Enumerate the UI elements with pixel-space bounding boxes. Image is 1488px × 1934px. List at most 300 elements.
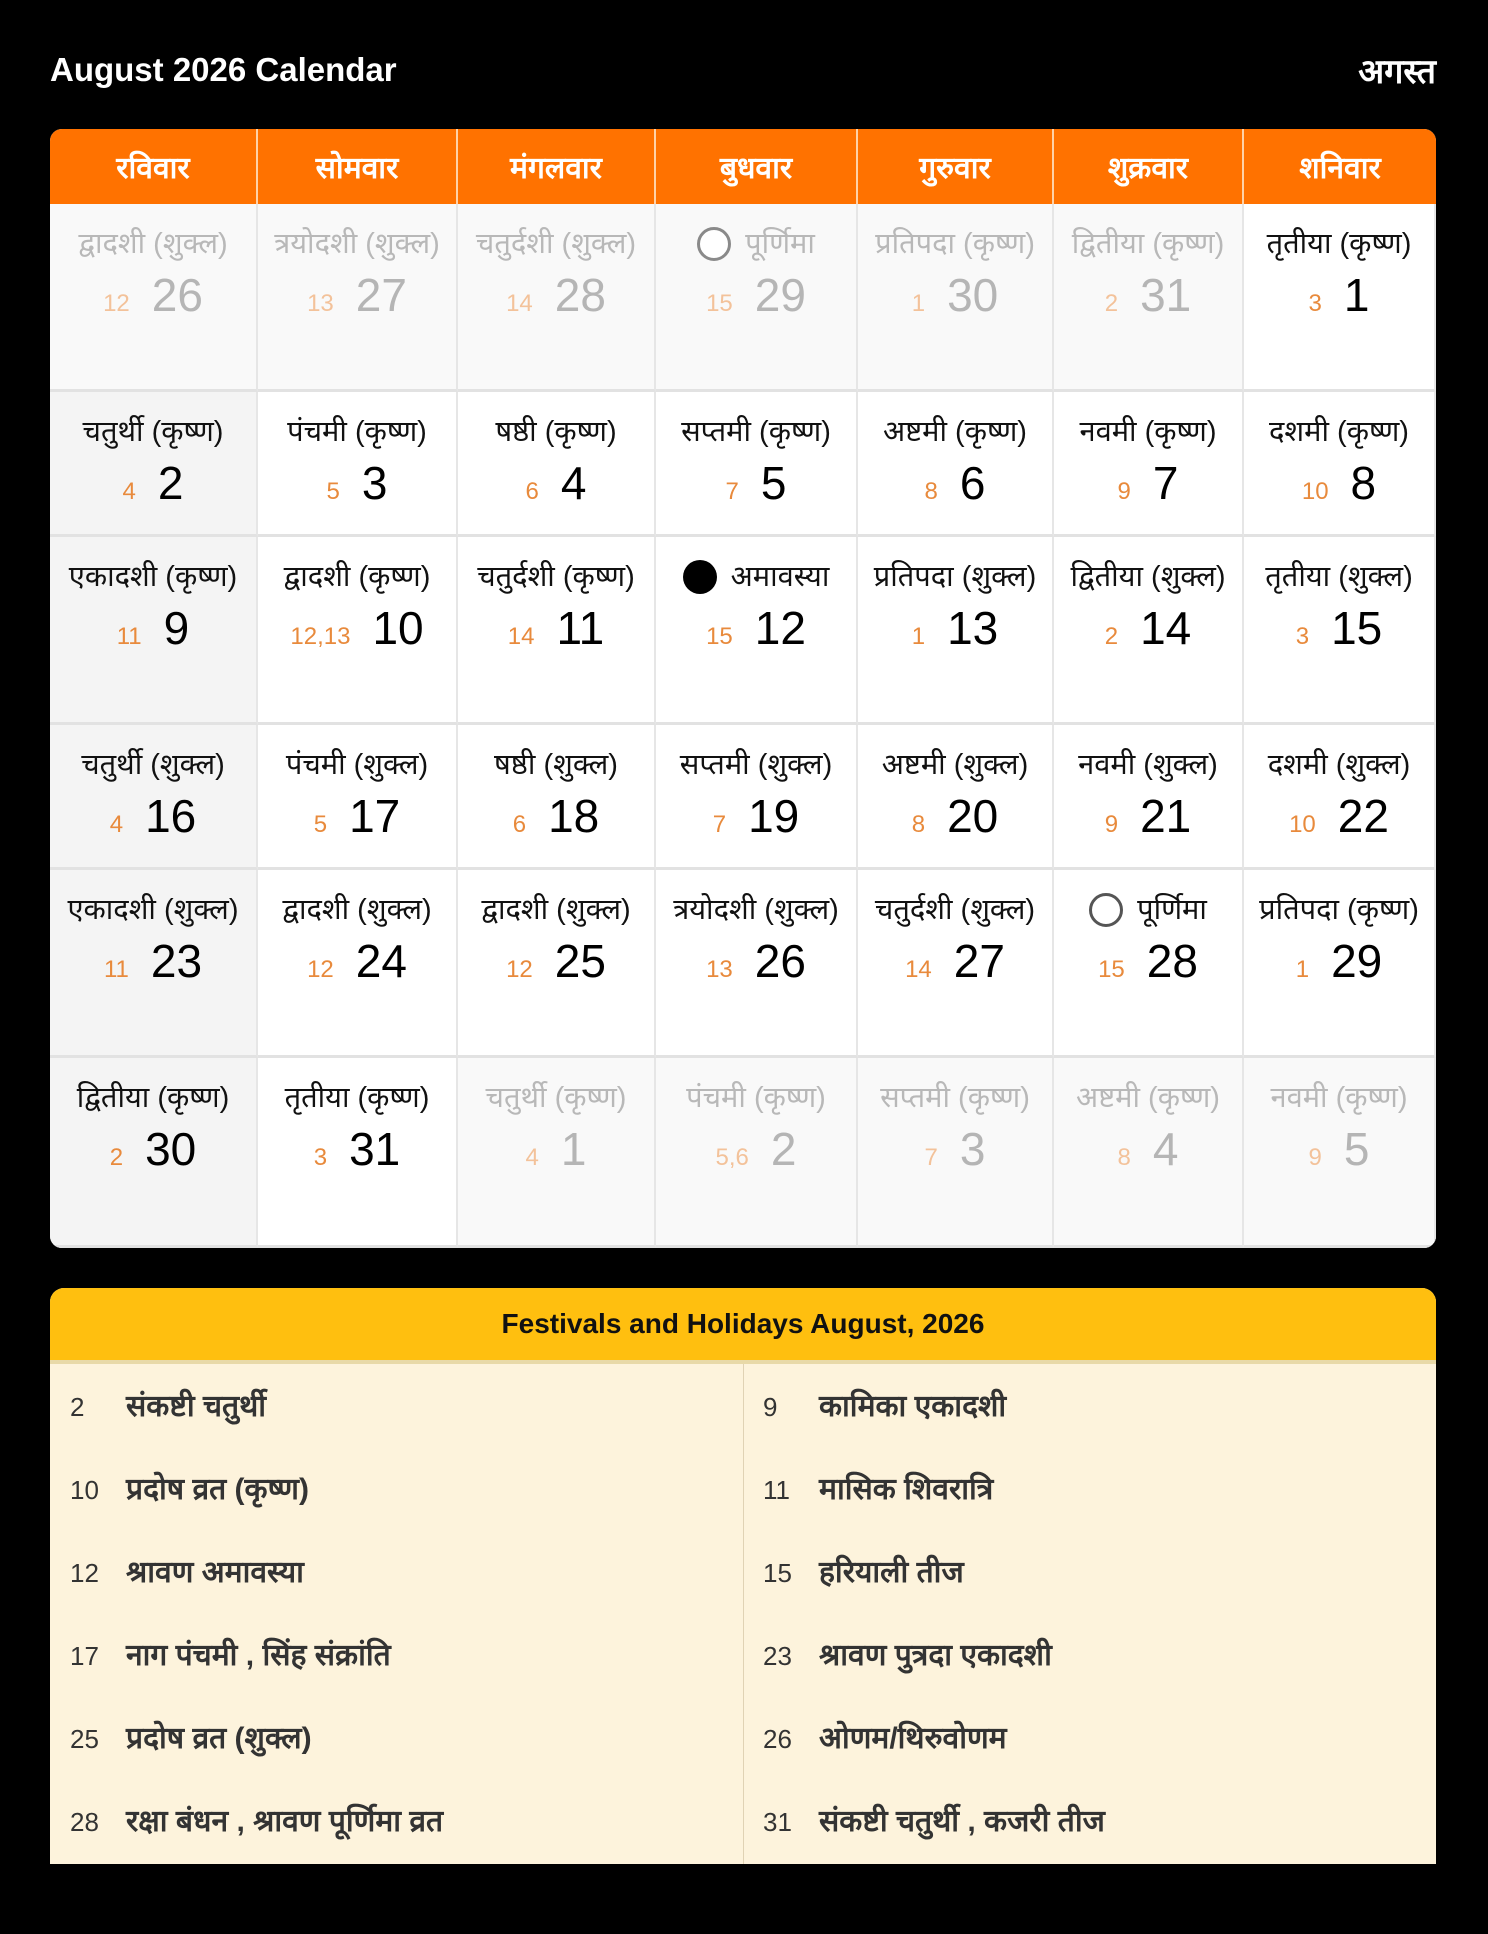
calendar-day-cell[interactable] <box>50 725 258 870</box>
tithi-text: एकादशी (शुक्ल) <box>67 894 239 926</box>
date-number: 14 <box>1140 602 1192 654</box>
tithi-label <box>50 410 256 454</box>
tithi-text: द्वितीया (कृष्ण) <box>76 1082 230 1114</box>
calendar-day-cell[interactable] <box>1244 537 1436 725</box>
festival-name: संकष्टी चतुर्थी <box>126 1390 267 1423</box>
tithi-number: 14 <box>905 956 932 983</box>
date-row <box>1244 268 1434 322</box>
tithi-number: 3 <box>313 1144 328 1171</box>
tithi-label <box>458 410 654 454</box>
tithi-number: 10 <box>1301 478 1329 505</box>
tithi-text: पूर्णिमा <box>745 228 815 260</box>
calendar-day-cell[interactable] <box>1054 725 1244 870</box>
calendar-day-cell[interactable] <box>258 537 458 725</box>
tithi-label <box>50 1076 256 1120</box>
festival-day: 11 <box>763 1475 790 1505</box>
date-number: 22 <box>1337 790 1389 842</box>
tithi-text: दशमी (कृष्ण) <box>1269 416 1409 448</box>
festival-name: रक्षा बंधन , श्रावण पूर्णिमा व्रत <box>126 1805 444 1838</box>
festival-item[interactable] <box>50 1633 743 1716</box>
weekday-header: सोमवार <box>258 129 458 204</box>
calendar-day-cell[interactable] <box>258 1058 458 1248</box>
date-row <box>858 456 1052 510</box>
date-row <box>1054 268 1242 322</box>
festival-item[interactable] <box>50 1467 743 1550</box>
weekday-header: शुक्रवार <box>1054 129 1244 204</box>
date-row <box>50 601 256 655</box>
calendar-day-cell[interactable] <box>656 537 858 725</box>
tithi-number: 3 <box>1295 623 1310 650</box>
weekday-header: शनिवार <box>1299 152 1381 185</box>
tithi-label <box>258 222 456 266</box>
tithi-label <box>858 410 1052 454</box>
date-number: 8 <box>1350 457 1377 509</box>
tithi-text: चतुर्दशी (शुक्ल) <box>874 894 1036 926</box>
calendar-day-cell[interactable] <box>458 392 656 537</box>
date-number: 31 <box>349 1123 401 1175</box>
date-row <box>858 268 1052 322</box>
tithi-label <box>656 1076 856 1120</box>
festival-day: 9 <box>763 1392 778 1422</box>
tithi-text: चतुर्दशी (कृष्ण) <box>477 561 635 593</box>
date-number: 9 <box>163 602 190 654</box>
tithi-number: 13 <box>307 290 334 317</box>
date-row <box>258 456 456 510</box>
date-row <box>858 1122 1052 1176</box>
tithi-number: 7 <box>725 478 739 505</box>
festival-day: 28 <box>70 1807 99 1837</box>
date-row <box>1054 456 1242 510</box>
tithi-number: 7 <box>924 1144 938 1171</box>
tithi-number: 6 <box>512 811 527 838</box>
calendar-day-cell[interactable] <box>858 1058 1054 1248</box>
calendar-day-cell[interactable] <box>1054 870 1244 1058</box>
tithi-label <box>258 888 456 932</box>
tithi-text: द्वादशी (शुक्ल) <box>78 228 228 260</box>
date-number: 28 <box>1146 935 1198 987</box>
tithi-text: अष्टमी (शुक्ल) <box>881 749 1029 781</box>
tithi-text: तृतीया (शुक्ल) <box>1265 561 1413 593</box>
festival-day: 31 <box>763 1807 792 1837</box>
tithi-label <box>1244 555 1434 599</box>
date-number: 21 <box>1140 790 1192 842</box>
calendar-day-cell[interactable] <box>458 537 656 725</box>
tithi-number: 10 <box>1289 811 1316 838</box>
date-row <box>458 456 654 510</box>
date-row <box>50 456 256 510</box>
festival-day: 12 <box>70 1558 99 1588</box>
festivals-column-right <box>743 1364 1436 1864</box>
calendar-day-cell[interactable] <box>656 870 858 1058</box>
date-number: 12 <box>754 602 806 654</box>
tithi-label <box>258 1076 456 1120</box>
festival-name: हरियाली तीज <box>819 1556 964 1589</box>
date-number: 24 <box>355 935 407 987</box>
tithi-number: 9 <box>1104 811 1119 838</box>
festival-name: प्रदोष व्रत (शुक्ल) <box>126 1722 312 1755</box>
date-row <box>1244 456 1434 510</box>
date-row <box>258 268 456 322</box>
festival-item[interactable] <box>50 1799 743 1864</box>
tithi-text: चतुर्थी (कृष्ण) <box>485 1082 627 1114</box>
tithi-text: त्रयोदशी (शुक्ल) <box>673 894 839 926</box>
tithi-text: षष्ठी (शुक्ल) <box>494 749 618 781</box>
calendar-day-cell[interactable] <box>258 725 458 870</box>
weekday-header-row <box>50 129 1436 204</box>
calendar-day-cell[interactable] <box>656 392 858 537</box>
tithi-label <box>1054 222 1242 266</box>
month-name-hindi: अगस्त <box>1358 53 1436 91</box>
date-number: 6 <box>959 457 986 509</box>
tithi-text: द्वितीया (शुक्ल) <box>1070 561 1226 593</box>
tithi-text: पंचमी (शुक्ल) <box>285 749 429 781</box>
festival-name: मासिक शिवरात्रि <box>819 1473 994 1506</box>
tithi-text: प्रतिपदा (शुक्ल) <box>873 561 1037 593</box>
date-number: 5 <box>760 457 787 509</box>
date-number: 26 <box>151 269 203 321</box>
festival-day: 23 <box>763 1641 792 1671</box>
tithi-label <box>1054 743 1242 787</box>
date-number: 29 <box>1331 935 1383 987</box>
date-row <box>656 1122 856 1176</box>
tithi-text: चतुर्थी (शुक्ल) <box>81 749 225 781</box>
date-row <box>458 789 654 843</box>
tithi-number: 12 <box>103 290 130 317</box>
calendar-day-cell[interactable] <box>1054 392 1244 537</box>
date-row <box>1244 1122 1434 1176</box>
tithi-number: 11 <box>103 956 129 983</box>
date-row <box>258 789 456 843</box>
festival-item[interactable] <box>743 1550 1436 1633</box>
festival-item[interactable] <box>743 1633 1436 1716</box>
tithi-number: 7 <box>712 811 727 838</box>
tithi-text: द्वादशी (कृष्ण) <box>283 561 431 593</box>
date-number: 16 <box>145 790 197 842</box>
tithi-text: त्रयोदशी (शुक्ल) <box>274 228 440 260</box>
tithi-label <box>458 222 654 266</box>
date-number: 5 <box>1343 1123 1370 1175</box>
date-number: 17 <box>349 790 401 842</box>
date-number: 26 <box>754 935 806 987</box>
date-number: 31 <box>1140 269 1192 321</box>
calendar-day-cell[interactable] <box>50 870 258 1058</box>
calendar-day-cell[interactable] <box>458 204 656 392</box>
tithi-text: सप्तमी (कृष्ण) <box>681 416 831 448</box>
weekday-header: गुरुवार <box>858 129 1054 204</box>
date-number: 28 <box>554 269 606 321</box>
date-row <box>258 1122 456 1176</box>
festival-name: प्रदोष व्रत (कृष्ण) <box>126 1473 309 1506</box>
calendar-day-cell[interactable] <box>258 392 458 537</box>
festival-item[interactable] <box>50 1716 743 1799</box>
festival-name: ओणम/थिरुवोणम <box>819 1722 1007 1755</box>
calendar-day-cell[interactable] <box>1244 725 1436 870</box>
tithi-label <box>1244 410 1434 454</box>
tithi-label <box>458 743 654 787</box>
festival-day: 2 <box>70 1392 85 1422</box>
tithi-label <box>656 888 856 932</box>
tithi-text: अष्टमी (कृष्ण) <box>883 416 1027 448</box>
festival-day: 15 <box>763 1558 792 1588</box>
festival-day: 25 <box>70 1724 99 1754</box>
festival-item[interactable] <box>743 1716 1436 1799</box>
tithi-label <box>656 410 856 454</box>
tithi-text: अष्टमी (कृष्ण) <box>1076 1082 1220 1114</box>
tithi-text: चतुर्दशी (शुक्ल) <box>475 228 637 260</box>
calendar-day-cell[interactable] <box>1244 870 1436 1058</box>
date-row <box>50 789 256 843</box>
tithi-label <box>458 888 654 932</box>
tithi-label <box>1244 743 1434 787</box>
calendar-day-cell[interactable] <box>656 1058 858 1248</box>
tithi-number: 12,13 <box>290 623 351 650</box>
date-number: 7 <box>1152 457 1179 509</box>
festival-name: संकष्टी चतुर्थी , कजरी तीज <box>819 1805 1105 1838</box>
festivals-panel <box>50 1288 1436 1864</box>
date-row <box>458 934 654 988</box>
date-number: 4 <box>1152 1123 1179 1175</box>
tithi-number: 9 <box>1117 478 1131 505</box>
tithi-number: 15 <box>706 290 733 317</box>
date-number: 1 <box>560 1123 587 1175</box>
tithi-number: 14 <box>506 290 533 317</box>
tithi-label <box>1054 1076 1242 1120</box>
tithi-text: पंचमी (कृष्ण) <box>287 416 427 448</box>
calendar-day-cell[interactable] <box>858 204 1054 392</box>
tithi-number: 1 <box>911 290 926 317</box>
date-number: 2 <box>770 1123 797 1175</box>
calendar-day-cell[interactable] <box>858 870 1054 1058</box>
tithi-number: 4 <box>122 478 136 505</box>
tithi-label <box>50 888 256 932</box>
tithi-text: षष्ठी (कृष्ण) <box>495 416 617 448</box>
tithi-label <box>1054 410 1242 454</box>
date-row <box>458 268 654 322</box>
calendar-day-cell[interactable] <box>258 204 458 392</box>
date-row <box>858 601 1052 655</box>
tithi-label <box>858 743 1052 787</box>
weekday-header: रविवार <box>50 129 258 204</box>
tithi-text: द्वादशी (शुक्ल) <box>481 894 631 926</box>
date-row <box>656 934 856 988</box>
tithi-label <box>656 555 856 599</box>
date-number: 19 <box>748 790 800 842</box>
tithi-label <box>858 222 1052 266</box>
date-row <box>1054 789 1242 843</box>
date-row <box>1244 601 1434 655</box>
date-row <box>50 1122 256 1176</box>
calendar-day-cell[interactable] <box>458 725 656 870</box>
date-number: 27 <box>355 269 407 321</box>
tithi-number: 11 <box>116 623 142 650</box>
tithi-label <box>656 222 856 266</box>
date-row <box>258 934 456 988</box>
tithi-text: नवमी (कृष्ण) <box>1079 416 1217 448</box>
tithi-label <box>50 222 256 266</box>
date-number: 4 <box>560 457 587 509</box>
festival-name: कामिका एकादशी <box>819 1390 1007 1423</box>
date-number: 15 <box>1331 602 1383 654</box>
calendar-day-cell[interactable] <box>656 204 858 392</box>
date-number: 30 <box>947 269 999 321</box>
date-row <box>656 268 856 322</box>
tithi-text: नवमी (कृष्ण) <box>1270 1082 1408 1114</box>
festival-day: 26 <box>763 1724 792 1754</box>
tithi-label <box>1244 222 1434 266</box>
festivals-column-left <box>50 1364 743 1864</box>
tithi-number: 9 <box>1308 1144 1322 1171</box>
date-row <box>50 934 256 988</box>
tithi-number: 2 <box>109 1144 124 1171</box>
date-number: 23 <box>150 935 203 987</box>
tithi-label <box>258 410 456 454</box>
tithi-label <box>458 555 654 599</box>
tithi-text: प्रतिपदा (कृष्ण) <box>875 228 1035 260</box>
date-row <box>858 934 1052 988</box>
tithi-number: 3 <box>1308 290 1322 317</box>
date-row <box>458 601 654 655</box>
date-row <box>1054 601 1242 655</box>
tithi-number: 4 <box>525 1144 539 1171</box>
date-number: 30 <box>145 1123 197 1175</box>
date-number: 11 <box>556 602 605 654</box>
page-title: August 2026 Calendar <box>50 51 397 88</box>
tithi-label <box>258 743 456 787</box>
festivals-list <box>50 1364 1436 1864</box>
calendar-day-cell[interactable] <box>1244 392 1436 537</box>
tithi-text: तृतीया (कृष्ण) <box>284 1082 430 1114</box>
date-row <box>1244 934 1434 988</box>
tithi-text: द्वादशी (शुक्ल) <box>282 894 432 926</box>
tithi-text: चतुर्थी (कृष्ण) <box>82 416 224 448</box>
calendar-day-cell[interactable] <box>50 204 258 392</box>
tithi-text: नवमी (शुक्ल) <box>1078 749 1218 781</box>
calendar-day-cell[interactable] <box>1054 537 1244 725</box>
tithi-label <box>858 555 1052 599</box>
date-number: 10 <box>372 602 424 654</box>
tithi-label <box>1054 555 1242 599</box>
date-number: 13 <box>947 602 999 654</box>
tithi-number: 6 <box>525 478 539 505</box>
date-number: 18 <box>548 790 600 842</box>
festival-day: 17 <box>70 1641 99 1671</box>
calendar-day-cell[interactable] <box>858 392 1054 537</box>
date-number: 27 <box>953 935 1005 987</box>
calendar-body <box>50 204 1436 1248</box>
calendar-day-cell[interactable] <box>458 870 656 1058</box>
tithi-number: 2 <box>1104 623 1119 650</box>
festival-item[interactable] <box>743 1384 1436 1467</box>
tithi-text: अमावस्या <box>730 561 830 593</box>
festival-item[interactable] <box>743 1467 1436 1550</box>
calendar-grid <box>50 129 1436 1248</box>
date-row <box>1054 1122 1242 1176</box>
tithi-number: 2 <box>1104 290 1119 317</box>
calendar-day-cell[interactable] <box>50 1058 258 1248</box>
festival-item[interactable] <box>50 1550 743 1633</box>
tithi-number: 12 <box>307 956 334 983</box>
date-number: 1 <box>1343 269 1370 321</box>
tithi-text: प्रतिपदा (कृष्ण) <box>1259 894 1419 926</box>
festival-item[interactable] <box>50 1384 743 1467</box>
full-moon-icon <box>697 227 731 261</box>
tithi-number: 15 <box>1098 956 1125 983</box>
tithi-number: 15 <box>706 623 733 650</box>
tithi-number: 5 <box>313 811 328 838</box>
tithi-label <box>458 1076 654 1120</box>
date-number: 2 <box>157 457 184 509</box>
tithi-number: 12 <box>506 956 533 983</box>
tithi-label <box>258 555 456 599</box>
date-row <box>1054 934 1242 988</box>
tithi-label <box>858 888 1052 932</box>
date-row <box>656 456 856 510</box>
tithi-text: पंचमी (कृष्ण) <box>686 1082 826 1114</box>
date-row <box>1244 789 1434 843</box>
calendar-day-cell[interactable] <box>858 725 1054 870</box>
calendar-day-cell[interactable] <box>1054 204 1244 392</box>
calendar-day-cell[interactable] <box>50 537 258 725</box>
new-moon-icon <box>683 560 717 594</box>
tithi-number: 8 <box>924 478 938 505</box>
festival-name: श्रावण अमावस्या <box>126 1556 304 1589</box>
festival-name: श्रावण पुत्रदा एकादशी <box>819 1639 1052 1672</box>
calendar-day-cell[interactable] <box>458 1058 656 1248</box>
date-number: 29 <box>754 269 806 321</box>
date-row <box>656 789 856 843</box>
calendar-day-cell[interactable] <box>858 537 1054 725</box>
tithi-label <box>656 743 856 787</box>
full-moon-icon <box>1089 893 1123 927</box>
tithi-text: दशमी (शुक्ल) <box>1267 749 1411 781</box>
date-row <box>258 601 456 655</box>
tithi-label <box>50 555 256 599</box>
tithi-number: 5,6 <box>715 1144 749 1171</box>
tithi-label <box>50 743 256 787</box>
festival-item[interactable] <box>743 1799 1436 1864</box>
date-number: 25 <box>554 935 606 987</box>
tithi-text: पूर्णिमा <box>1137 894 1207 926</box>
tithi-number: 1 <box>911 623 926 650</box>
tithi-number: 4 <box>109 811 124 838</box>
tithi-number: 13 <box>706 956 733 983</box>
date-row <box>656 601 856 655</box>
date-row <box>50 268 256 322</box>
tithi-label <box>1054 888 1242 932</box>
calendar-day-cell[interactable] <box>258 870 458 1058</box>
tithi-text: द्वितीया (कृष्ण) <box>1071 228 1225 260</box>
festival-name: नाग पंचमी , सिंह संक्रांति <box>126 1639 391 1672</box>
festivals-title: Festivals and Holidays August, 2026 <box>50 1288 1436 1364</box>
tithi-number: 8 <box>1117 1144 1131 1171</box>
tithi-text: एकादशी (कृष्ण) <box>68 561 238 593</box>
weekday-header: मंगलवार <box>458 129 656 204</box>
calendar-day-cell[interactable] <box>1244 1058 1436 1248</box>
calendar-day-cell[interactable] <box>1244 204 1436 392</box>
tithi-text: तृतीया (कृष्ण) <box>1266 228 1412 260</box>
tithi-label <box>858 1076 1052 1120</box>
calendar-day-cell[interactable] <box>1054 1058 1244 1248</box>
tithi-number: 1 <box>1295 956 1310 983</box>
tithi-text: सप्तमी (शुक्ल) <box>679 749 833 781</box>
calendar-day-cell[interactable] <box>50 392 258 537</box>
tithi-text: सप्तमी (कृष्ण) <box>880 1082 1030 1114</box>
tithi-label <box>1244 1076 1434 1120</box>
tithi-number: 14 <box>507 623 535 650</box>
tithi-number: 5 <box>326 478 340 505</box>
date-number: 3 <box>361 457 388 509</box>
calendar-day-cell[interactable] <box>656 725 858 870</box>
